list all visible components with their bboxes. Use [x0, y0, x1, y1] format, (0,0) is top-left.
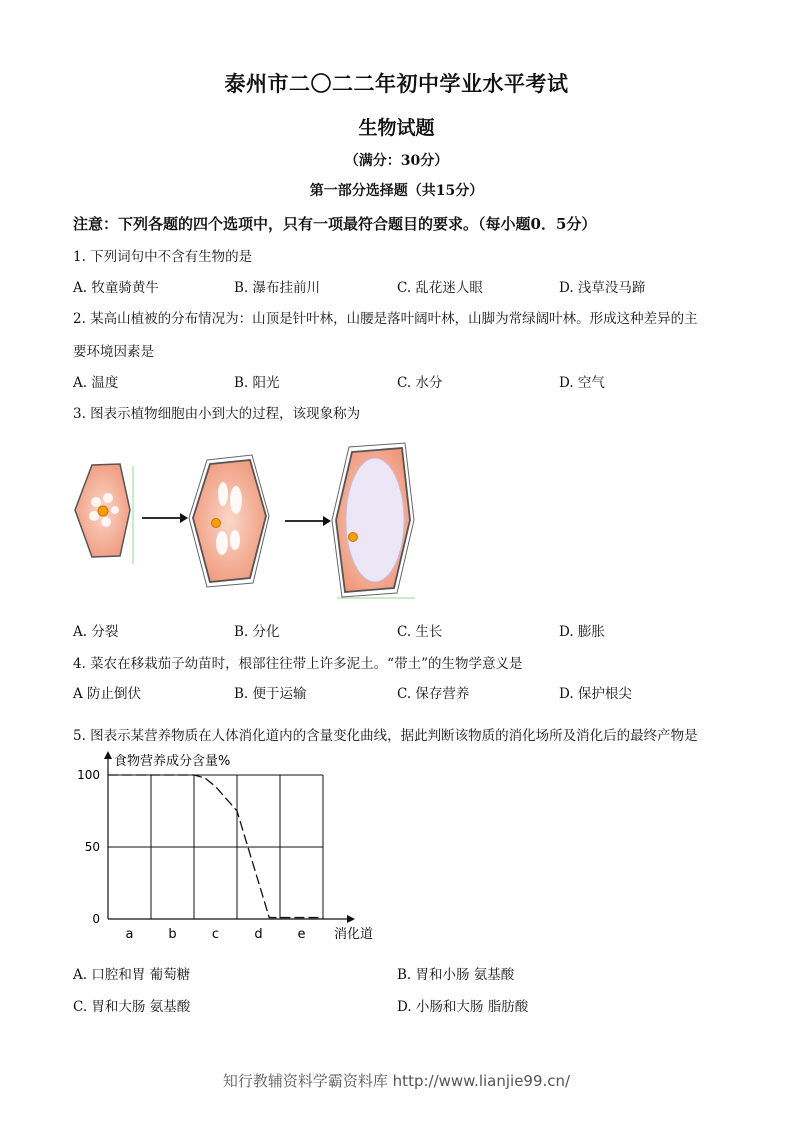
question-2-option-b: B. 阳光: [234, 375, 280, 391]
footer-watermark: 知行教辅资料学霸资料库 http://www.lianjie99.cn/: [222, 1072, 571, 1090]
arrow-right-icon: [285, 516, 331, 526]
chart-y-ticks: [77, 768, 100, 926]
question-3-option-a: A. 分裂: [73, 624, 119, 640]
question-1-stem: 1. 下列词句中不含有生物的是: [73, 249, 253, 265]
exam-title: 泰州市二〇二二年初中学业水平考试: [224, 71, 569, 96]
x-tick-label: b: [168, 927, 177, 942]
question-4-option-c: C. 保存营养: [397, 686, 470, 702]
question-2-stem-cont: 要环境因素是: [73, 344, 154, 360]
question-5-option-b: B. 胃和小肠 氨基酸: [397, 967, 515, 983]
chart-ylabel: 食物营养成分含量%: [114, 754, 231, 769]
chart-x-ticks: [126, 927, 306, 942]
question-2-option-a: A. 温度: [73, 375, 119, 391]
notice-text: 注意：下列各题的四个选项中，只有一项最符合题目的要求。（每小题0．5分）: [73, 215, 597, 233]
question-2-option-d: D. 空气: [559, 375, 605, 391]
question-5-stem: 5. 图表示某营养物质在人体消化道内的含量变化曲线，据此判断该物质的消化场所及消化后的最终产物是: [73, 728, 698, 744]
small-cell: [75, 464, 133, 564]
medium-cell: [189, 455, 269, 587]
question-3-option-b: B. 分化: [234, 624, 280, 640]
x-tick-label: c: [211, 927, 220, 942]
question-3-stem: 3. 图表示植物细胞由小到大的过程，该现象称为: [73, 406, 361, 422]
y-tick-label: 100: [77, 768, 100, 782]
chart-grid: [108, 775, 323, 919]
question-1-option-c: C. 乱花迷人眼: [397, 280, 483, 296]
chart-axes: [104, 751, 355, 923]
question-1-option-a: A. 牧童骑黄牛: [73, 280, 159, 296]
question-4-option-d: D. 保护根尖: [559, 686, 632, 702]
cell-growth-figure: [70, 440, 420, 605]
question-5-option-a: A. 口腔和胃 葡萄糖: [73, 967, 191, 983]
question-4-stem: 4. 菜农在移栽茄子幼苗时，根部往往带上许多泥土。“带土”的生物学意义是: [73, 656, 523, 672]
question-4-option-b: B. 便于运输: [234, 686, 307, 702]
question-3-option-d: D. 膨胀: [559, 624, 605, 640]
x-tick-label: e: [297, 927, 306, 942]
x-tick-label: d: [254, 927, 263, 942]
subject-title: 生物试题: [358, 117, 435, 139]
large-cell: [332, 443, 415, 598]
question-5-option-c: C. 胃和大肠 氨基酸: [73, 999, 191, 1015]
y-tick-label: 50: [84, 840, 100, 854]
content-curve: [108, 775, 323, 918]
full-score: （满分：30分）: [344, 153, 449, 169]
part-heading: 第一部分选择题（共15分）: [309, 183, 484, 199]
question-1-option-d: D. 浅草没马蹄: [559, 280, 646, 296]
y-tick-label: 0: [92, 912, 100, 926]
question-2-stem: 2. 某高山植被的分布情况为：山顶是针叶林，山腰是落叶阔叶林，山脚为常绿阔叶林。形成这种差异的主: [73, 311, 698, 327]
question-4-option-a: A 防止倒伏: [73, 686, 142, 702]
arrow-right-icon: [142, 513, 188, 523]
digestion-chart: [70, 748, 390, 948]
chart-xlabel: 消化道: [334, 927, 374, 942]
question-3-option-c: C. 生长: [397, 624, 443, 640]
question-1-option-b: B. 瀑布挂前川: [234, 280, 321, 296]
question-2-option-c: C. 水分: [397, 375, 443, 391]
question-5-option-d: D. 小肠和大肠 脂肪酸: [397, 999, 529, 1015]
x-tick-label: a: [125, 927, 134, 942]
